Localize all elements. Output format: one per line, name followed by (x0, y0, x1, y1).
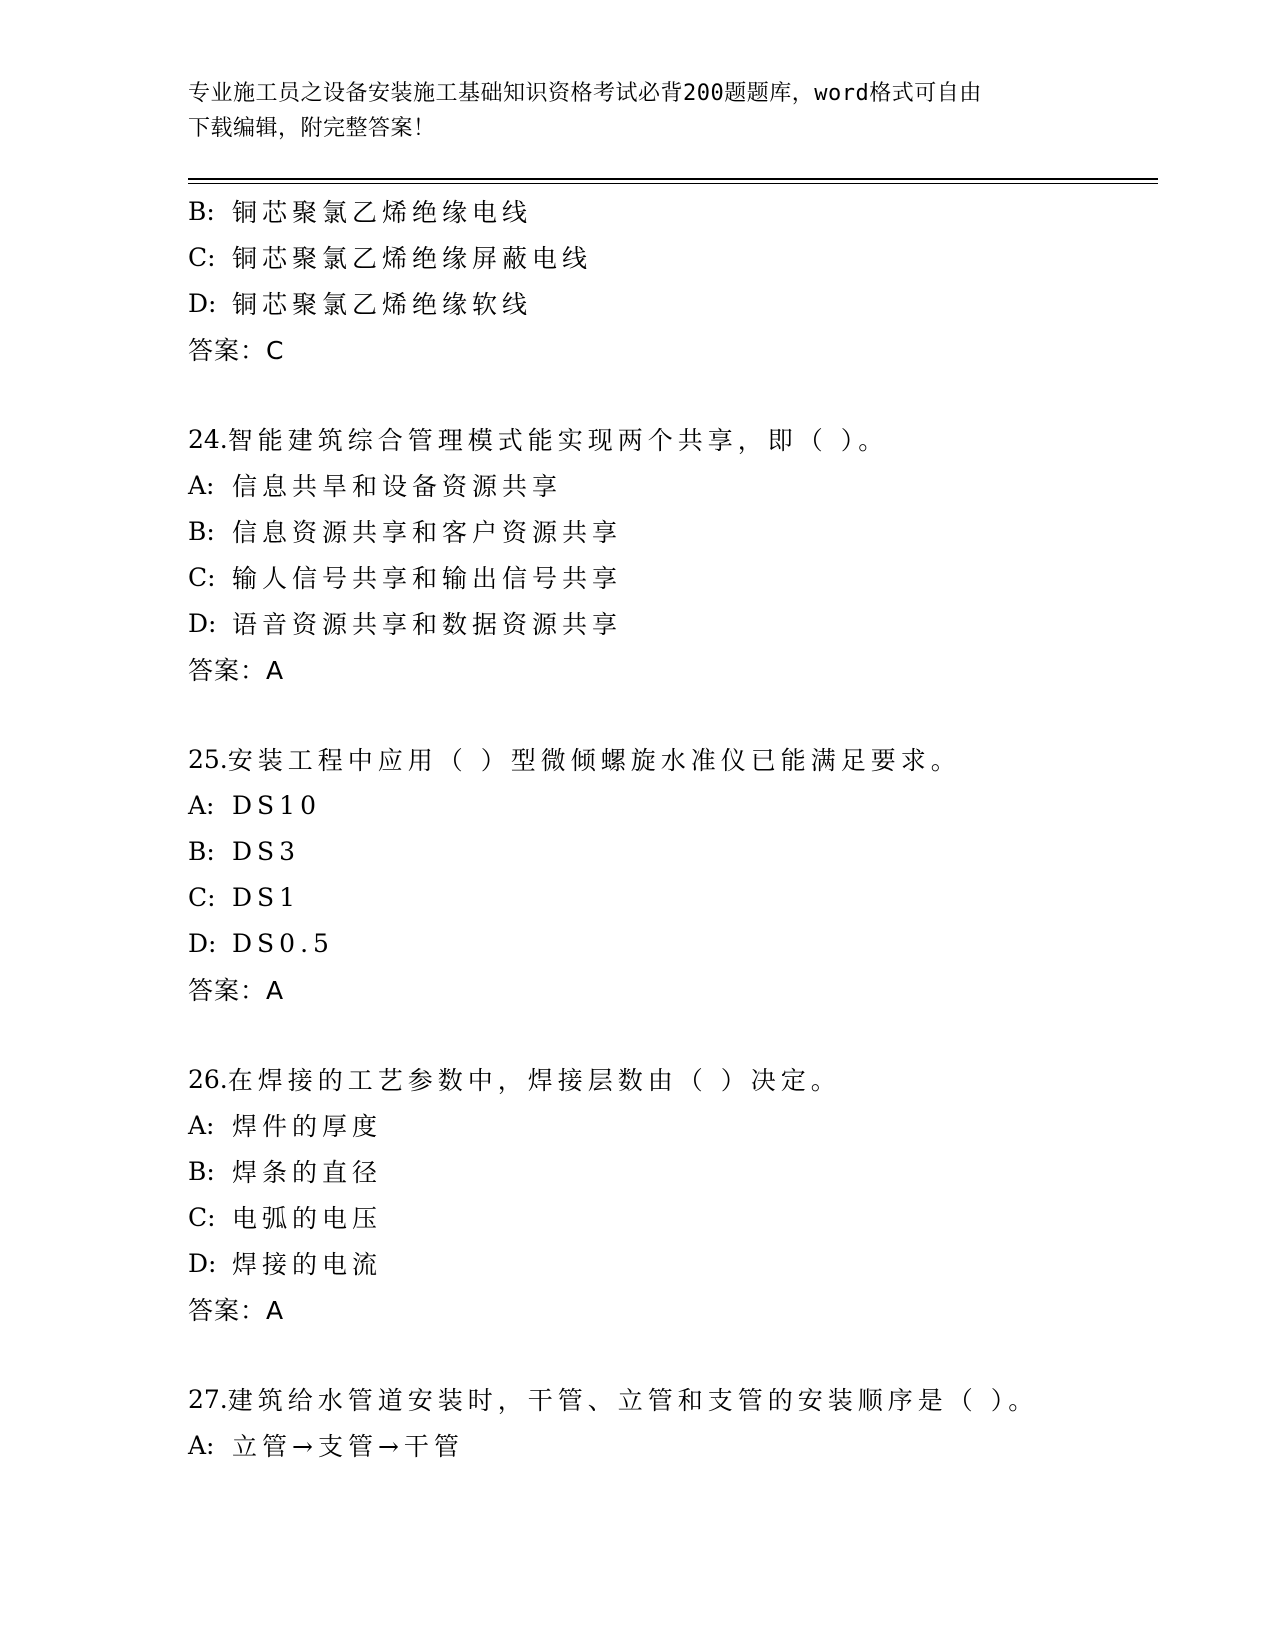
option-text: 立管→支管→干管 (232, 1432, 464, 1461)
option-text: DS1 (232, 882, 301, 912)
header-divider-thick (188, 178, 1158, 180)
question-stem (188, 416, 1158, 462)
option-key: A: (188, 1110, 215, 1140)
question-number: 25. (188, 744, 228, 774)
question-number: 24. (188, 424, 228, 454)
option-b (188, 188, 1158, 234)
option-d (188, 280, 1158, 326)
question-27 (188, 1376, 1158, 1468)
question-stem (188, 1056, 1158, 1102)
question-stem (188, 736, 1158, 782)
option-d (188, 600, 1158, 646)
option-text: 铜芯聚氯乙烯绝缘电线 (232, 198, 533, 227)
header-line-1: 专业施工员之设备安装施工基础知识资格考试必背200题题库，word格式可自由 (188, 81, 982, 106)
option-b (188, 828, 1158, 874)
option-text: 焊条的直径 (232, 1158, 383, 1187)
question-26 (188, 1056, 1158, 1332)
question-stem (188, 1376, 1158, 1422)
option-c (188, 554, 1158, 600)
question-23-continuation (188, 188, 1158, 372)
option-a (188, 1422, 1158, 1468)
option-text: 焊件的厚度 (232, 1112, 383, 1141)
option-text: 电弧的电压 (232, 1204, 383, 1233)
option-text: 信息共旱和设备资源共享 (232, 472, 563, 501)
header-divider-thin (188, 183, 1158, 184)
option-text: 信息资源共享和客户资源共享 (232, 518, 623, 547)
option-key: C: (188, 562, 216, 592)
option-key: D: (188, 928, 217, 958)
option-b (188, 508, 1158, 554)
answer-line: 答案：A (188, 1296, 285, 1325)
option-c (188, 1194, 1158, 1240)
question-text: 建筑给水管道安装时，干管、立管和支管的安装顺序是（ ）。 (227, 1386, 1039, 1415)
option-key: A: (188, 790, 215, 820)
option-key: C: (188, 882, 216, 912)
option-text: 语音资源共享和数据资源共享 (232, 610, 623, 639)
option-a (188, 782, 1158, 828)
option-text: 铜芯聚氯乙烯绝缘屏蔽电线 (232, 244, 593, 273)
answer-line: 答案：A (188, 976, 285, 1005)
option-c (188, 234, 1158, 280)
question-25 (188, 736, 1158, 1012)
question-text: 在焊接的工艺参数中，焊接层数由（ ）决定。 (227, 1066, 841, 1095)
option-text: 焊接的电流 (232, 1250, 383, 1279)
document-header (188, 76, 1088, 146)
option-key: C: (188, 1202, 216, 1232)
option-key: B: (188, 516, 215, 546)
option-key: C: (188, 242, 216, 272)
option-key: D: (188, 288, 217, 318)
option-text: DS0.5 (232, 928, 334, 958)
option-key: B: (188, 196, 215, 226)
question-text: 智能建筑综合管理模式能实现两个共享，即（ ）。 (227, 426, 889, 455)
question-text: 安装工程中应用（ ）型微倾螺旋水准仪已能满足要求。 (227, 746, 961, 775)
question-number: 27. (188, 1384, 228, 1414)
question-number: 26. (188, 1064, 228, 1094)
option-key: D: (188, 1248, 217, 1278)
option-text: 铜芯聚氯乙烯绝缘软线 (232, 290, 533, 319)
option-key: B: (188, 1156, 215, 1186)
option-a (188, 462, 1158, 508)
option-text: DS3 (232, 836, 301, 866)
option-key: A: (188, 470, 215, 500)
option-d (188, 1240, 1158, 1286)
answer-line: 答案：C (188, 336, 285, 365)
question-24 (188, 416, 1158, 692)
option-key: B: (188, 836, 215, 866)
option-c (188, 874, 1158, 920)
option-text: DS10 (232, 790, 321, 820)
option-text: 输人信号共享和输出信号共享 (232, 564, 623, 593)
option-key: D: (188, 608, 217, 638)
option-key: A: (188, 1430, 215, 1460)
option-b (188, 1148, 1158, 1194)
question-list (188, 188, 1158, 1468)
header-line-2: 下载编辑，附完整答案！ (188, 116, 436, 141)
option-a (188, 1102, 1158, 1148)
option-d (188, 920, 1158, 966)
answer-line: 答案：A (188, 656, 285, 685)
